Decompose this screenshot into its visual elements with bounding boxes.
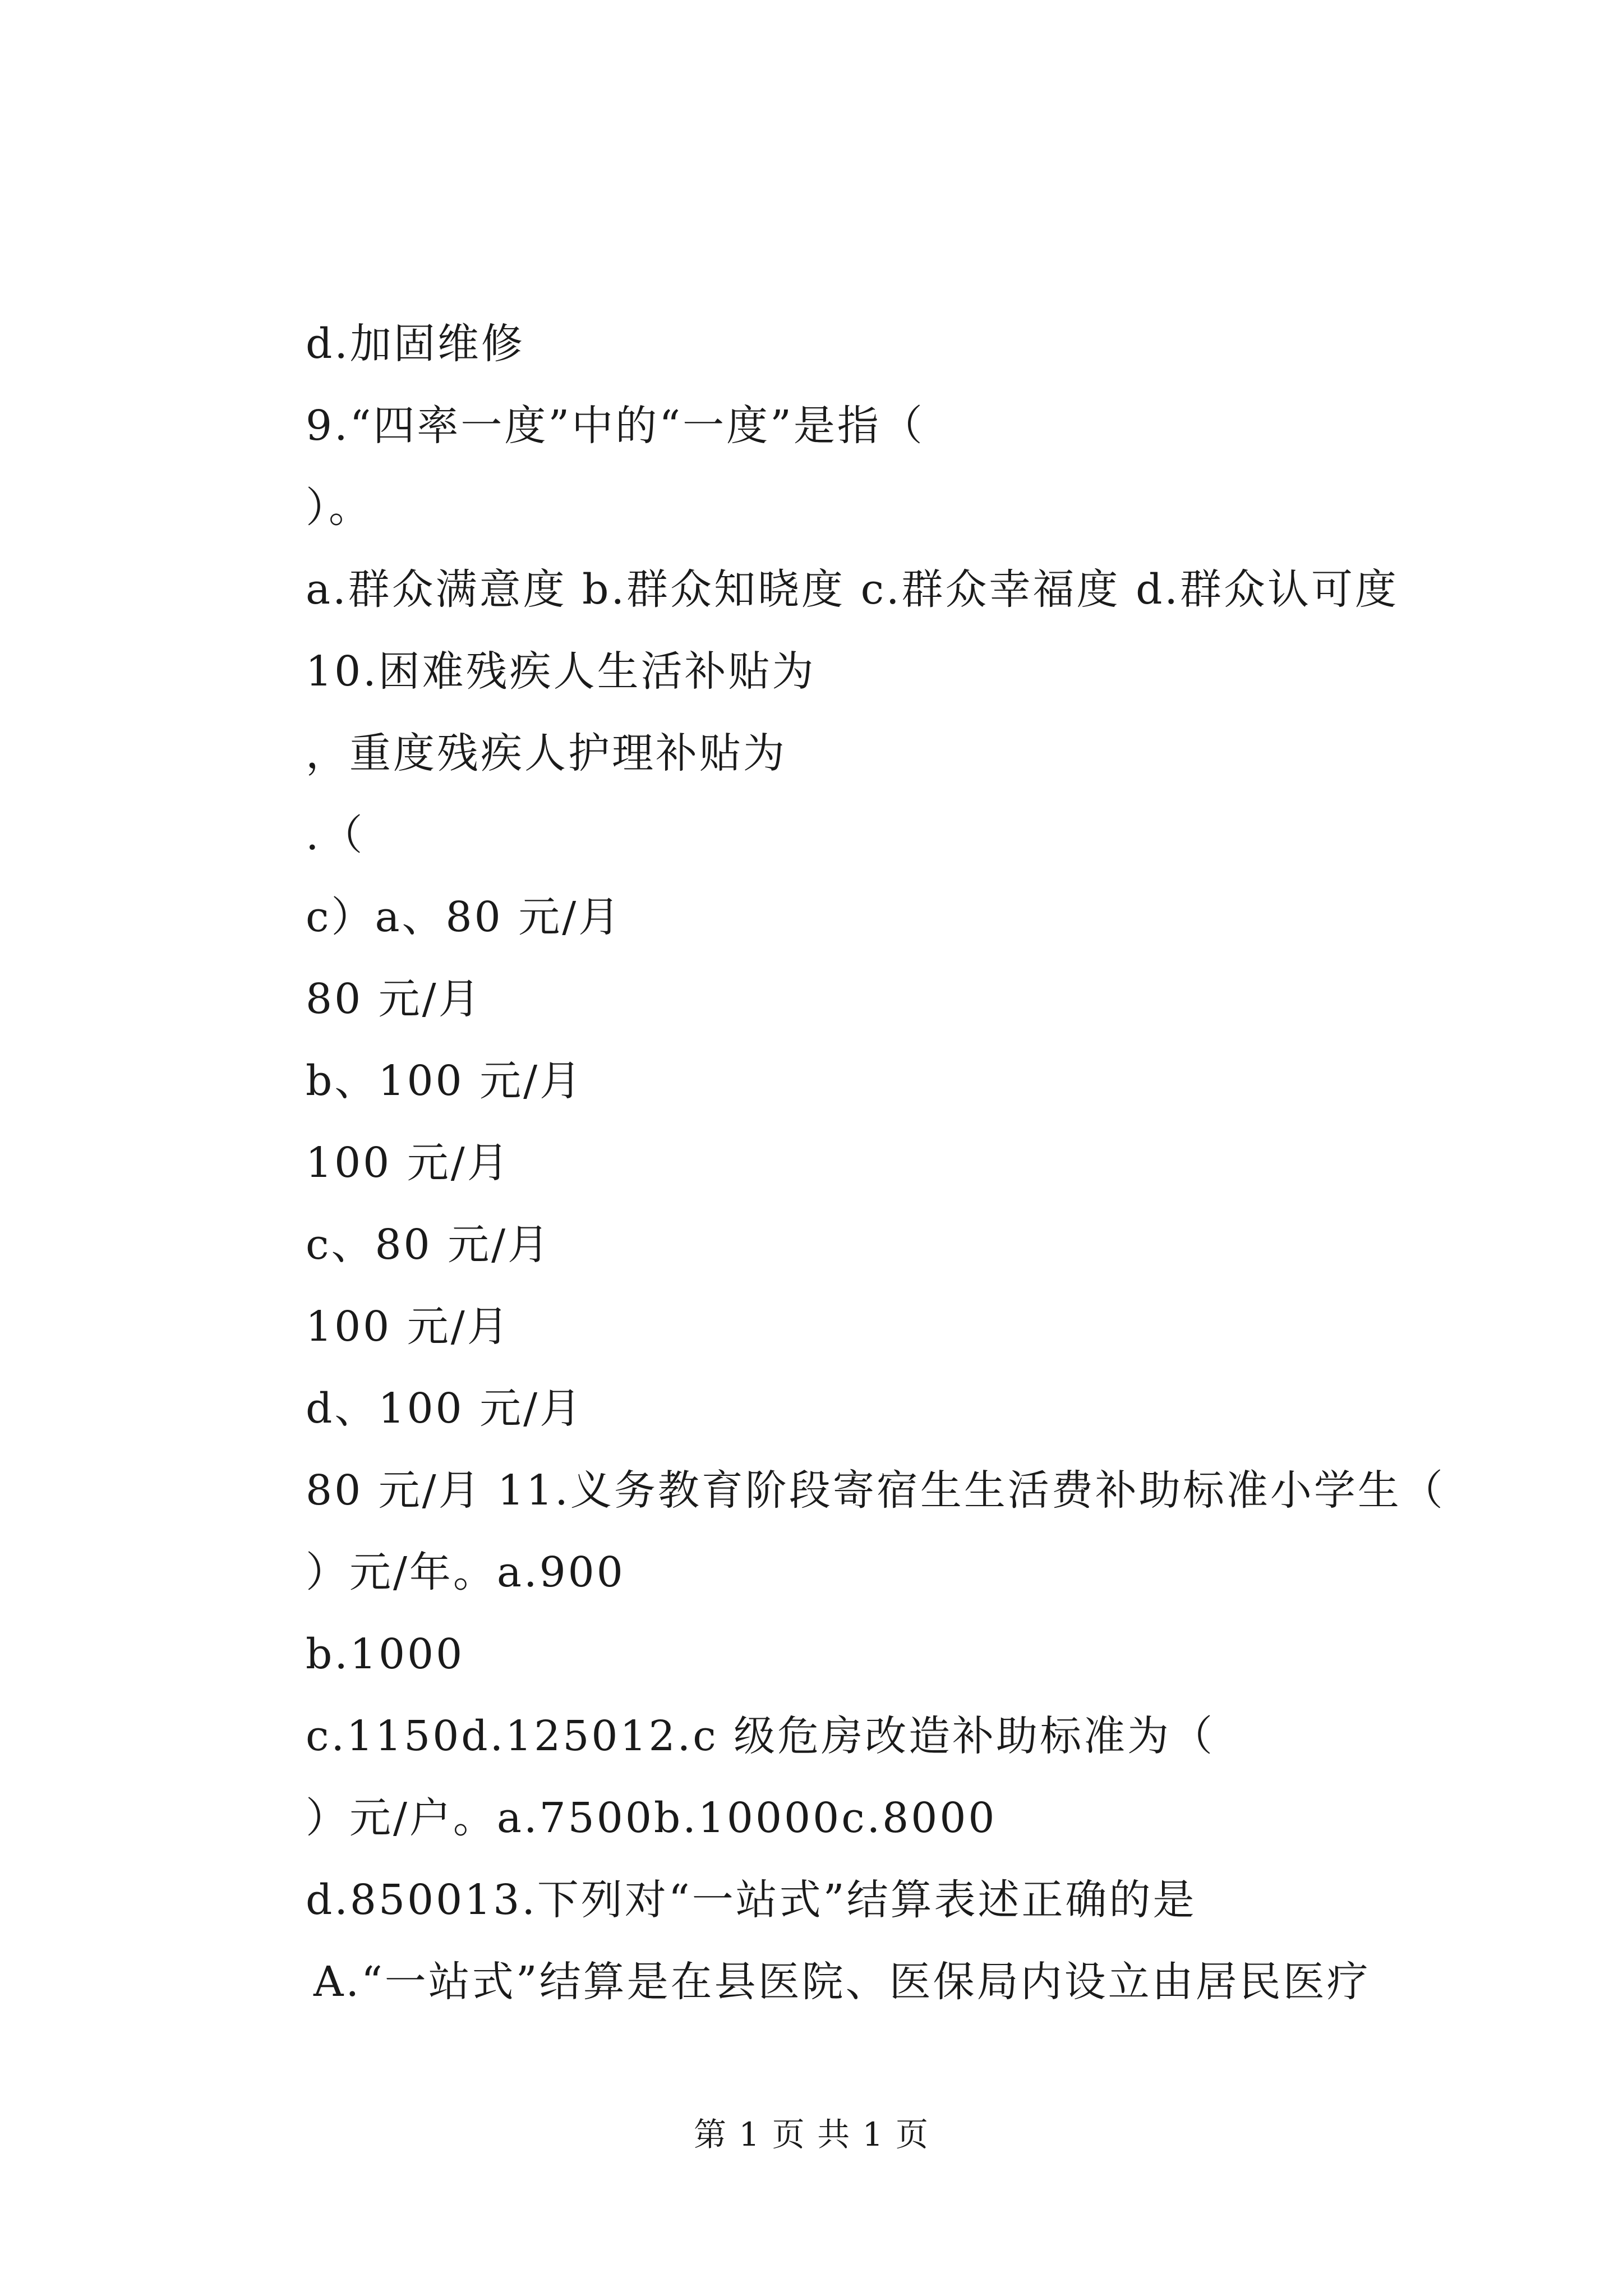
question-12: c.1150d.125012.c 级危房改造补助标准为（ xyxy=(306,1712,1215,1760)
question-10: 10.困难残疾人生活补贴为 xyxy=(306,647,816,696)
text-line: d.加固维修 xyxy=(306,320,525,368)
text-line: 100 元/月 xyxy=(306,1139,511,1187)
question-10-option-a: c）a、80 元/月 xyxy=(306,893,623,941)
question-11-option-a: ）元/年。a.900 xyxy=(306,1548,625,1596)
page-footer: 第 1 页 共 1 页 xyxy=(694,2115,929,2154)
text-line: ）。 xyxy=(306,484,372,532)
question-9: 9.“四率一度”中的“一度”是指（ xyxy=(306,402,925,450)
question-9-options: a.群众满意度 b.群众知晓度 c.群众幸福度 d.群众认可度 xyxy=(306,565,1399,614)
document-body xyxy=(306,303,1483,2023)
question-10-option-d: d、100 元/月 xyxy=(306,1384,584,1433)
question-10-option-b: b、100 元/月 xyxy=(306,1057,584,1105)
text-line: .（ xyxy=(306,811,365,859)
question-11: 80 元/月 11.义务教育阶段寄宿生生活费补助标准小学生（ xyxy=(306,1466,1445,1515)
question-11-option-b: b.1000 xyxy=(306,1630,465,1678)
text-line: ，重度残疾人护理补贴为 xyxy=(306,729,787,777)
text-line: 100 元/月 xyxy=(306,1303,511,1351)
question-13: d.850013.下列对“一站式”结算表述正确的是 xyxy=(306,1876,1197,1924)
question-10-option-c: c、80 元/月 xyxy=(306,1221,552,1269)
question-13-option-a: A.“一站式”结算是在县医院、医保局内设立由居民医疗 xyxy=(313,1958,1371,2006)
text-line: 80 元/月 xyxy=(306,975,482,1023)
question-12-options: ）元/户。a.7500b.10000c.8000 xyxy=(306,1794,997,1842)
